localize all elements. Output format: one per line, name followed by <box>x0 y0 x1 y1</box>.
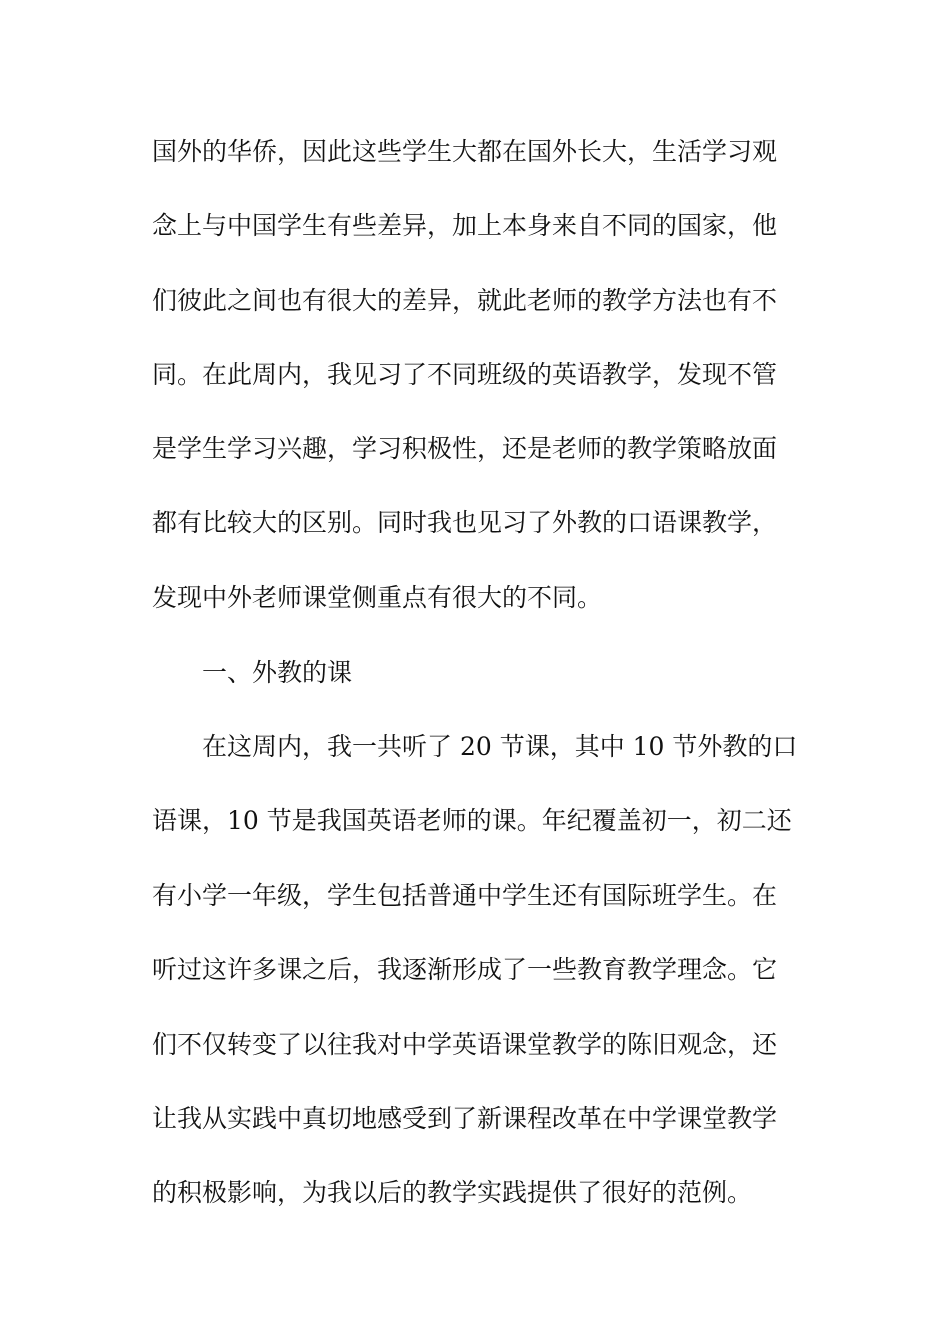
paragraph-line: 都有比较大的区别。同时我也见习了外教的口语课教学， <box>152 508 778 537</box>
paragraph-line: 有小学一年级，学生包括普通中学生还有国际班学生。在 <box>152 881 778 910</box>
paragraph-line: 国外的华侨，因此这些学生大都在国外长大，生活学习观 <box>152 137 778 166</box>
paragraph-line: 是学生学习兴趣，学习积极性，还是老师的教学策略放面 <box>152 434 778 463</box>
paragraph-line: 们彼此之间也有很大的差异，就此老师的教学方法也有不 <box>152 286 778 315</box>
paragraph-line: 们不仅转变了以往我对中学英语课堂教学的陈旧观念，还 <box>152 1030 778 1059</box>
paragraph-line: 语课，10 节是我国英语老师的课。年纪覆盖初一，初二还 <box>152 806 792 835</box>
paragraph-line: 发现中外老师课堂侧重点有很大的不同。 <box>152 583 603 612</box>
paragraph-line: 的积极影响，为我以后的教学实践提供了很好的范例。 <box>152 1178 753 1207</box>
paragraph-line: 让我从实践中真切地感受到了新课程改革在中学课堂教学 <box>152 1104 778 1133</box>
paragraph-line: 念上与中国学生有些差异，加上本身来自不同的国家，他 <box>152 211 778 240</box>
section-heading: 一、外教的课 <box>202 658 353 687</box>
paragraph-line: 在这周内，我一共听了 20 节课，其中 10 节外教的口 <box>202 732 798 761</box>
paragraph-line: 同。在此周内，我见习了不同班级的英语教学，发现不管 <box>152 360 778 389</box>
paragraph-line: 听过这许多课之后，我逐渐形成了一些教育教学理念。它 <box>152 955 778 984</box>
